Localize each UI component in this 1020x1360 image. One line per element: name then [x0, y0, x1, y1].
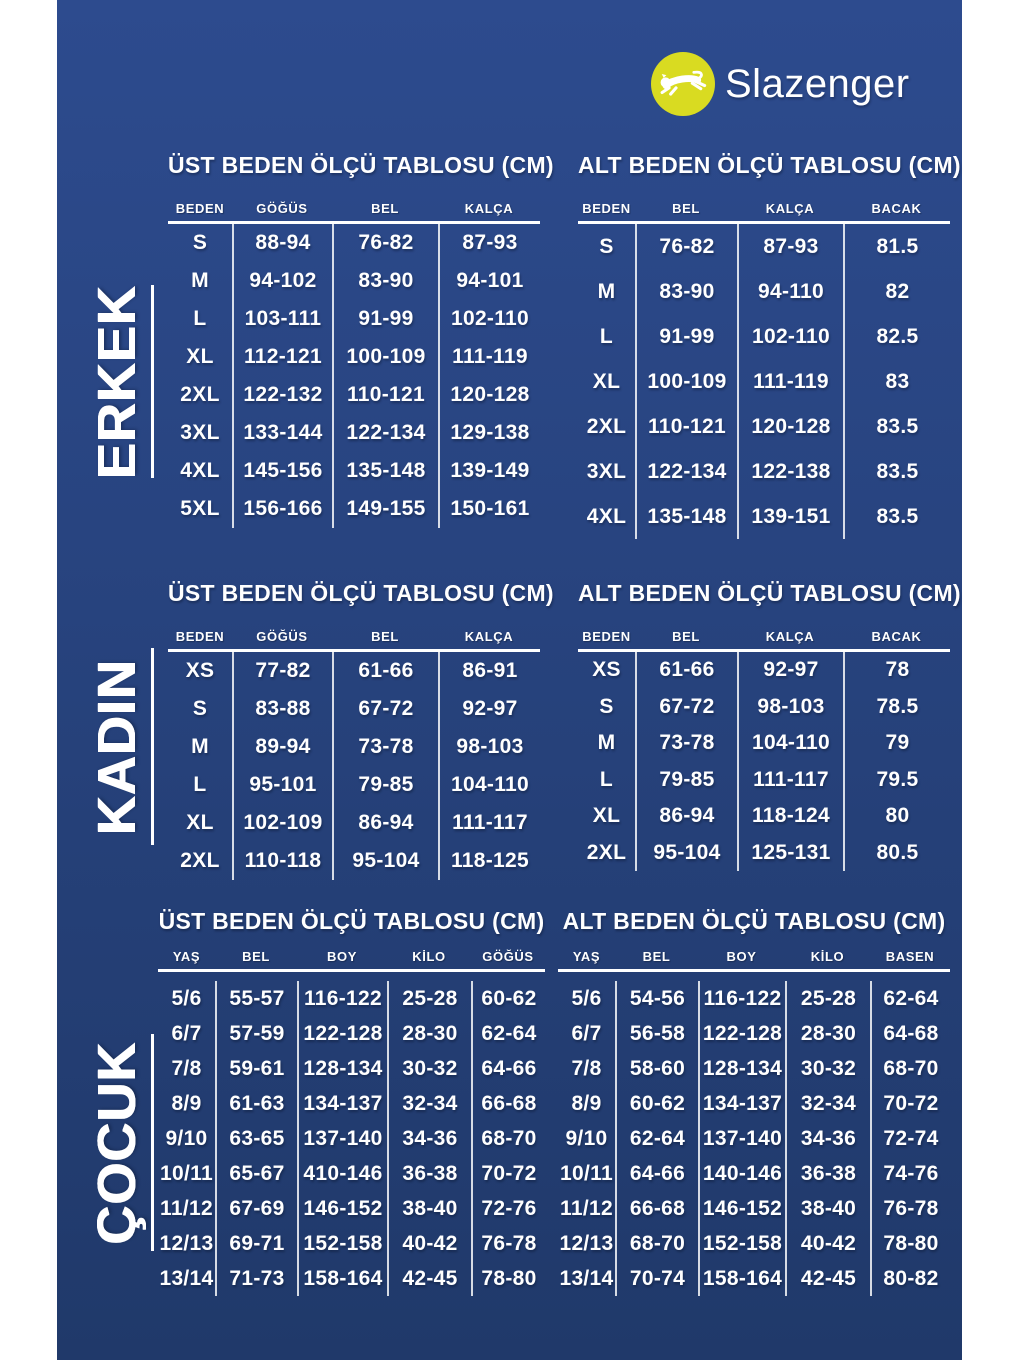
table-title: ALT BEDEN ÖLÇÜ TABLOSU (CM) [578, 152, 961, 178]
range-cell: 36-38 [387, 1156, 471, 1191]
kids-lower-size-table [558, 906, 950, 1296]
range-cell: 64-68 [870, 1016, 950, 1051]
range-cell: 102-110 [438, 300, 540, 338]
range-cell: 94-102 [232, 262, 332, 300]
range-cell: 76-78 [471, 1226, 545, 1261]
range-cell: 62-64 [870, 981, 950, 1016]
size-cell: 13/14 [159, 1266, 214, 1290]
range-cell: 73-78 [332, 728, 438, 766]
range-cell: 94-101 [438, 262, 540, 300]
range-cell: 68-70 [870, 1051, 950, 1086]
women-upper-size-table [168, 578, 554, 880]
range-cell: 122-128 [297, 1016, 387, 1051]
range-cell: 80.5 [843, 835, 950, 872]
column-header: GÖĞÜS [256, 629, 308, 644]
range-cell: 91-99 [635, 314, 737, 359]
column-header: KALÇA [765, 629, 815, 644]
range-cell: 40-42 [785, 1226, 870, 1261]
column-header: BOY [327, 949, 357, 964]
section-label-text: ERKEK [86, 284, 147, 479]
range-cell: 78-80 [471, 1261, 545, 1296]
range-cell: 74-76 [870, 1156, 950, 1191]
slazenger-logo [651, 52, 910, 116]
table-header-row [158, 946, 545, 972]
size-cell: L [193, 307, 207, 330]
size-cell: 4XL [180, 459, 220, 482]
range-cell: 76-78 [870, 1191, 950, 1226]
size-cell: 5/6 [571, 986, 602, 1010]
range-cell: 66-68 [471, 1086, 545, 1121]
range-cell: 111-119 [737, 359, 843, 404]
range-cell: 69-71 [215, 1226, 297, 1261]
range-cell: 79.5 [843, 762, 950, 799]
range-cell: 78 [843, 652, 950, 689]
range-cell: 128-134 [297, 1051, 387, 1086]
size-cell: M [191, 735, 209, 758]
size-cell: 2XL [586, 414, 627, 438]
size-cell: 10/11 [560, 1161, 613, 1185]
range-cell: 36-38 [785, 1156, 870, 1191]
range-cell: 58-60 [615, 1051, 698, 1086]
table-body [578, 224, 950, 539]
range-cell: 152-158 [297, 1226, 387, 1261]
range-cell: 122-128 [698, 1016, 785, 1051]
range-cell: 87-93 [737, 224, 843, 269]
table-body [578, 652, 950, 871]
range-cell: 110-121 [635, 404, 737, 449]
table-header-row [578, 198, 950, 224]
size-cell: XS [185, 659, 215, 682]
range-cell: 83.5 [843, 494, 950, 539]
column-header: YAŞ [172, 949, 201, 964]
range-cell: 64-66 [471, 1051, 545, 1086]
range-cell: 34-36 [387, 1121, 471, 1156]
range-cell: 120-128 [737, 404, 843, 449]
size-cell: XL [186, 811, 214, 834]
range-cell: 102-109 [232, 804, 332, 842]
range-cell: 92-97 [438, 690, 540, 728]
size-cell: 6/7 [571, 1021, 602, 1045]
range-cell: 57-59 [215, 1016, 297, 1051]
table-title: ALT BEDEN ÖLÇÜ TABLOSU (CM) [562, 908, 946, 934]
table-header-row [168, 198, 540, 224]
size-cell: 8/9 [571, 1091, 602, 1115]
range-cell: 104-110 [737, 725, 843, 762]
size-cell: XS [592, 658, 621, 682]
range-cell: 86-94 [635, 798, 737, 835]
range-cell: 95-104 [635, 835, 737, 872]
section-label-erkek [85, 285, 154, 478]
range-cell: 59-61 [215, 1051, 297, 1086]
range-cell: 83.5 [843, 404, 950, 449]
column-header: BEDEN [175, 629, 225, 644]
column-header: BEDEN [582, 201, 631, 216]
column-header: BEL [371, 629, 399, 644]
size-cell: 11/12 [160, 1196, 213, 1220]
section-label-text: KADIN [86, 658, 147, 835]
range-cell: 61-66 [635, 652, 737, 689]
range-cell: 25-28 [387, 981, 471, 1016]
column-header: BEDEN [582, 629, 631, 644]
range-cell: 76-82 [332, 224, 438, 262]
range-cell: 82.5 [843, 314, 950, 359]
size-cell: 5XL [180, 497, 220, 520]
range-cell: 410-146 [297, 1156, 387, 1191]
range-cell: 83 [843, 359, 950, 404]
range-cell: 79-85 [332, 766, 438, 804]
range-cell: 78.5 [843, 689, 950, 726]
range-cell: 158-164 [698, 1261, 785, 1296]
range-cell: 92-97 [737, 652, 843, 689]
range-cell: 146-152 [297, 1191, 387, 1226]
range-cell: 122-134 [635, 449, 737, 494]
range-cell: 104-110 [438, 766, 540, 804]
range-cell: 111-117 [737, 762, 843, 799]
range-cell: 62-64 [471, 1016, 545, 1051]
range-cell: 73-78 [635, 725, 737, 762]
column-header: BEL [672, 629, 700, 644]
range-cell: 110-118 [232, 842, 332, 880]
range-cell: 78-80 [870, 1226, 950, 1261]
brand-wordmark: Slazenger [725, 61, 910, 106]
range-cell: 98-103 [438, 728, 540, 766]
size-cell: M [597, 279, 616, 303]
range-cell: 63-65 [215, 1121, 297, 1156]
size-cell: 6/7 [171, 1021, 202, 1045]
column-header: KİLO [810, 949, 845, 964]
range-cell: 134-137 [698, 1086, 785, 1121]
range-cell: 100-109 [332, 338, 438, 376]
section-label-text: ÇOCUK [86, 1041, 147, 1244]
range-cell: 120-128 [438, 376, 540, 414]
size-cell: 5/6 [171, 986, 202, 1010]
size-cell: 7/8 [171, 1056, 202, 1080]
size-cell: 8/9 [171, 1091, 202, 1115]
range-cell: 100-109 [635, 359, 737, 404]
size-cell: 3XL [586, 459, 627, 483]
range-cell: 137-140 [297, 1121, 387, 1156]
range-cell: 149-155 [332, 490, 438, 528]
range-cell: 80 [843, 798, 950, 835]
section-divider-line [151, 1034, 155, 1251]
size-cell: 2XL [180, 383, 220, 406]
range-cell: 55-57 [215, 981, 297, 1016]
range-cell: 140-146 [698, 1156, 785, 1191]
range-cell: 30-32 [785, 1051, 870, 1086]
range-cell: 128-134 [698, 1051, 785, 1086]
size-cell: 11/12 [560, 1196, 613, 1220]
size-cell: L [193, 773, 207, 796]
range-cell: 70-72 [471, 1156, 545, 1191]
range-cell: 125-131 [737, 835, 843, 872]
table-body [558, 972, 950, 1296]
range-cell: 134-137 [297, 1086, 387, 1121]
size-cell: S [599, 234, 614, 258]
range-cell: 86-94 [332, 804, 438, 842]
section-divider-line [151, 648, 155, 845]
column-header: BACAK [871, 201, 922, 216]
table-header-row [558, 946, 950, 972]
range-cell: 133-144 [232, 414, 332, 452]
women-lower-size-table [578, 578, 961, 871]
range-cell: 139-151 [737, 494, 843, 539]
range-cell: 71-73 [215, 1261, 297, 1296]
range-cell: 30-32 [387, 1051, 471, 1086]
section-label-kadin [85, 648, 154, 845]
range-cell: 139-149 [438, 452, 540, 490]
range-cell: 28-30 [387, 1016, 471, 1051]
range-cell: 111-117 [438, 804, 540, 842]
range-cell: 110-121 [332, 376, 438, 414]
size-cell: 13/14 [559, 1266, 614, 1290]
range-cell: 116-122 [297, 981, 387, 1016]
size-cell: M [191, 269, 209, 292]
size-cell: 2XL [180, 849, 220, 872]
size-cell: 9/10 [165, 1126, 208, 1150]
size-cell: 3XL [180, 421, 220, 444]
range-cell: 129-138 [438, 414, 540, 452]
range-cell: 65-67 [215, 1156, 297, 1191]
range-cell: 70-72 [870, 1086, 950, 1121]
size-cell: S [192, 697, 208, 720]
section-label-cocuk [85, 1034, 154, 1251]
column-header: BEL [672, 201, 700, 216]
range-cell: 68-70 [471, 1121, 545, 1156]
column-header: GÖĞÜS [256, 201, 308, 216]
men-lower-size-table [578, 150, 961, 539]
section-divider-line [151, 285, 155, 478]
range-cell: 95-101 [232, 766, 332, 804]
range-cell: 32-34 [785, 1086, 870, 1121]
range-cell: 70-74 [615, 1261, 698, 1296]
range-cell: 145-156 [232, 452, 332, 490]
range-cell: 54-56 [615, 981, 698, 1016]
range-cell: 62-64 [615, 1121, 698, 1156]
range-cell: 79 [843, 725, 950, 762]
range-cell: 83-90 [332, 262, 438, 300]
column-header: BEL [371, 201, 399, 216]
range-cell: 66-68 [615, 1191, 698, 1226]
range-cell: 102-110 [737, 314, 843, 359]
size-cell: 4XL [586, 504, 627, 528]
table-body [168, 652, 540, 880]
table-body [168, 224, 540, 528]
range-cell: 80-82 [870, 1261, 950, 1296]
column-header: KİLO [412, 949, 446, 964]
size-cell: 12/13 [159, 1231, 214, 1255]
table-title: ÜST BEDEN ÖLÇÜ TABLOSU (CM) [168, 152, 554, 178]
range-cell: 91-99 [332, 300, 438, 338]
range-cell: 88-94 [232, 224, 332, 262]
column-header: GÖĞÜS [482, 949, 534, 964]
size-cell: M [597, 731, 616, 755]
range-cell: 137-140 [698, 1121, 785, 1156]
range-cell: 89-94 [232, 728, 332, 766]
range-cell: 135-148 [635, 494, 737, 539]
range-cell: 68-70 [615, 1226, 698, 1261]
column-header: BOY [726, 949, 757, 964]
table-title: ÜST BEDEN ÖLÇÜ TABLOSU (CM) [158, 908, 545, 934]
men-upper-size-table [168, 150, 554, 528]
range-cell: 61-63 [215, 1086, 297, 1121]
column-header: BASEN [885, 949, 935, 964]
range-cell: 79-85 [635, 762, 737, 799]
size-cell: L [599, 324, 614, 348]
table-header-row [578, 626, 950, 652]
range-cell: 61-66 [332, 652, 438, 690]
range-cell: 67-72 [635, 689, 737, 726]
range-cell: 156-166 [232, 490, 332, 528]
size-cell: 12/13 [559, 1231, 614, 1255]
size-cell: 7/8 [571, 1056, 602, 1080]
blue-panel [57, 0, 962, 1360]
panther-icon [651, 52, 715, 116]
range-cell: 42-45 [785, 1261, 870, 1296]
range-cell: 135-148 [332, 452, 438, 490]
range-cell: 122-138 [737, 449, 843, 494]
column-header: KALÇA [464, 629, 514, 644]
range-cell: 158-164 [297, 1261, 387, 1296]
range-cell: 83-88 [232, 690, 332, 728]
range-cell: 56-58 [615, 1016, 698, 1051]
range-cell: 118-125 [438, 842, 540, 880]
size-cell: L [599, 767, 614, 791]
size-cell: XL [592, 369, 621, 393]
range-cell: 83.5 [843, 449, 950, 494]
table-body [158, 972, 545, 1296]
column-header: BEDEN [175, 201, 225, 216]
size-cell: S [192, 231, 208, 254]
column-header: BEL [642, 949, 671, 964]
range-cell: 152-158 [698, 1226, 785, 1261]
range-cell: 76-82 [635, 224, 737, 269]
range-cell: 64-66 [615, 1156, 698, 1191]
range-cell: 67-72 [332, 690, 438, 728]
range-cell: 32-34 [387, 1086, 471, 1121]
range-cell: 67-69 [215, 1191, 297, 1226]
range-cell: 60-62 [615, 1086, 698, 1121]
range-cell: 94-110 [737, 269, 843, 314]
range-cell: 150-161 [438, 490, 540, 528]
range-cell: 77-82 [232, 652, 332, 690]
range-cell: 95-104 [332, 842, 438, 880]
range-cell: 122-132 [232, 376, 332, 414]
range-cell: 25-28 [785, 981, 870, 1016]
range-cell: 40-42 [387, 1226, 471, 1261]
range-cell: 112-121 [232, 338, 332, 376]
range-cell: 146-152 [698, 1191, 785, 1226]
size-cell: 10/11 [160, 1161, 213, 1185]
size-cell: XL [186, 345, 214, 368]
range-cell: 60-62 [471, 981, 545, 1016]
range-cell: 38-40 [387, 1191, 471, 1226]
range-cell: 81.5 [843, 224, 950, 269]
range-cell: 34-36 [785, 1121, 870, 1156]
range-cell: 116-122 [698, 981, 785, 1016]
range-cell: 86-91 [438, 652, 540, 690]
column-header: BEL [242, 949, 270, 964]
range-cell: 118-124 [737, 798, 843, 835]
range-cell: 82 [843, 269, 950, 314]
range-cell: 38-40 [785, 1191, 870, 1226]
range-cell: 122-134 [332, 414, 438, 452]
range-cell: 87-93 [438, 224, 540, 262]
size-cell: 9/10 [565, 1126, 608, 1150]
column-header: BACAK [871, 629, 922, 644]
table-title: ALT BEDEN ÖLÇÜ TABLOSU (CM) [578, 580, 961, 606]
range-cell: 103-111 [232, 300, 332, 338]
column-header: YAŞ [572, 949, 601, 964]
range-cell: 42-45 [387, 1261, 471, 1296]
kids-upper-size-table [158, 906, 545, 1296]
range-cell: 98-103 [737, 689, 843, 726]
range-cell: 72-76 [471, 1191, 545, 1226]
table-header-row [168, 626, 540, 652]
column-header: KALÇA [765, 201, 815, 216]
range-cell: 83-90 [635, 269, 737, 314]
table-title: ÜST BEDEN ÖLÇÜ TABLOSU (CM) [168, 580, 554, 606]
size-cell: XL [592, 804, 621, 828]
column-header: KALÇA [464, 201, 514, 216]
size-cell: 2XL [586, 840, 627, 864]
range-cell: 72-74 [870, 1121, 950, 1156]
range-cell: 111-119 [438, 338, 540, 376]
size-cell: S [599, 694, 614, 718]
range-cell: 28-30 [785, 1016, 870, 1051]
